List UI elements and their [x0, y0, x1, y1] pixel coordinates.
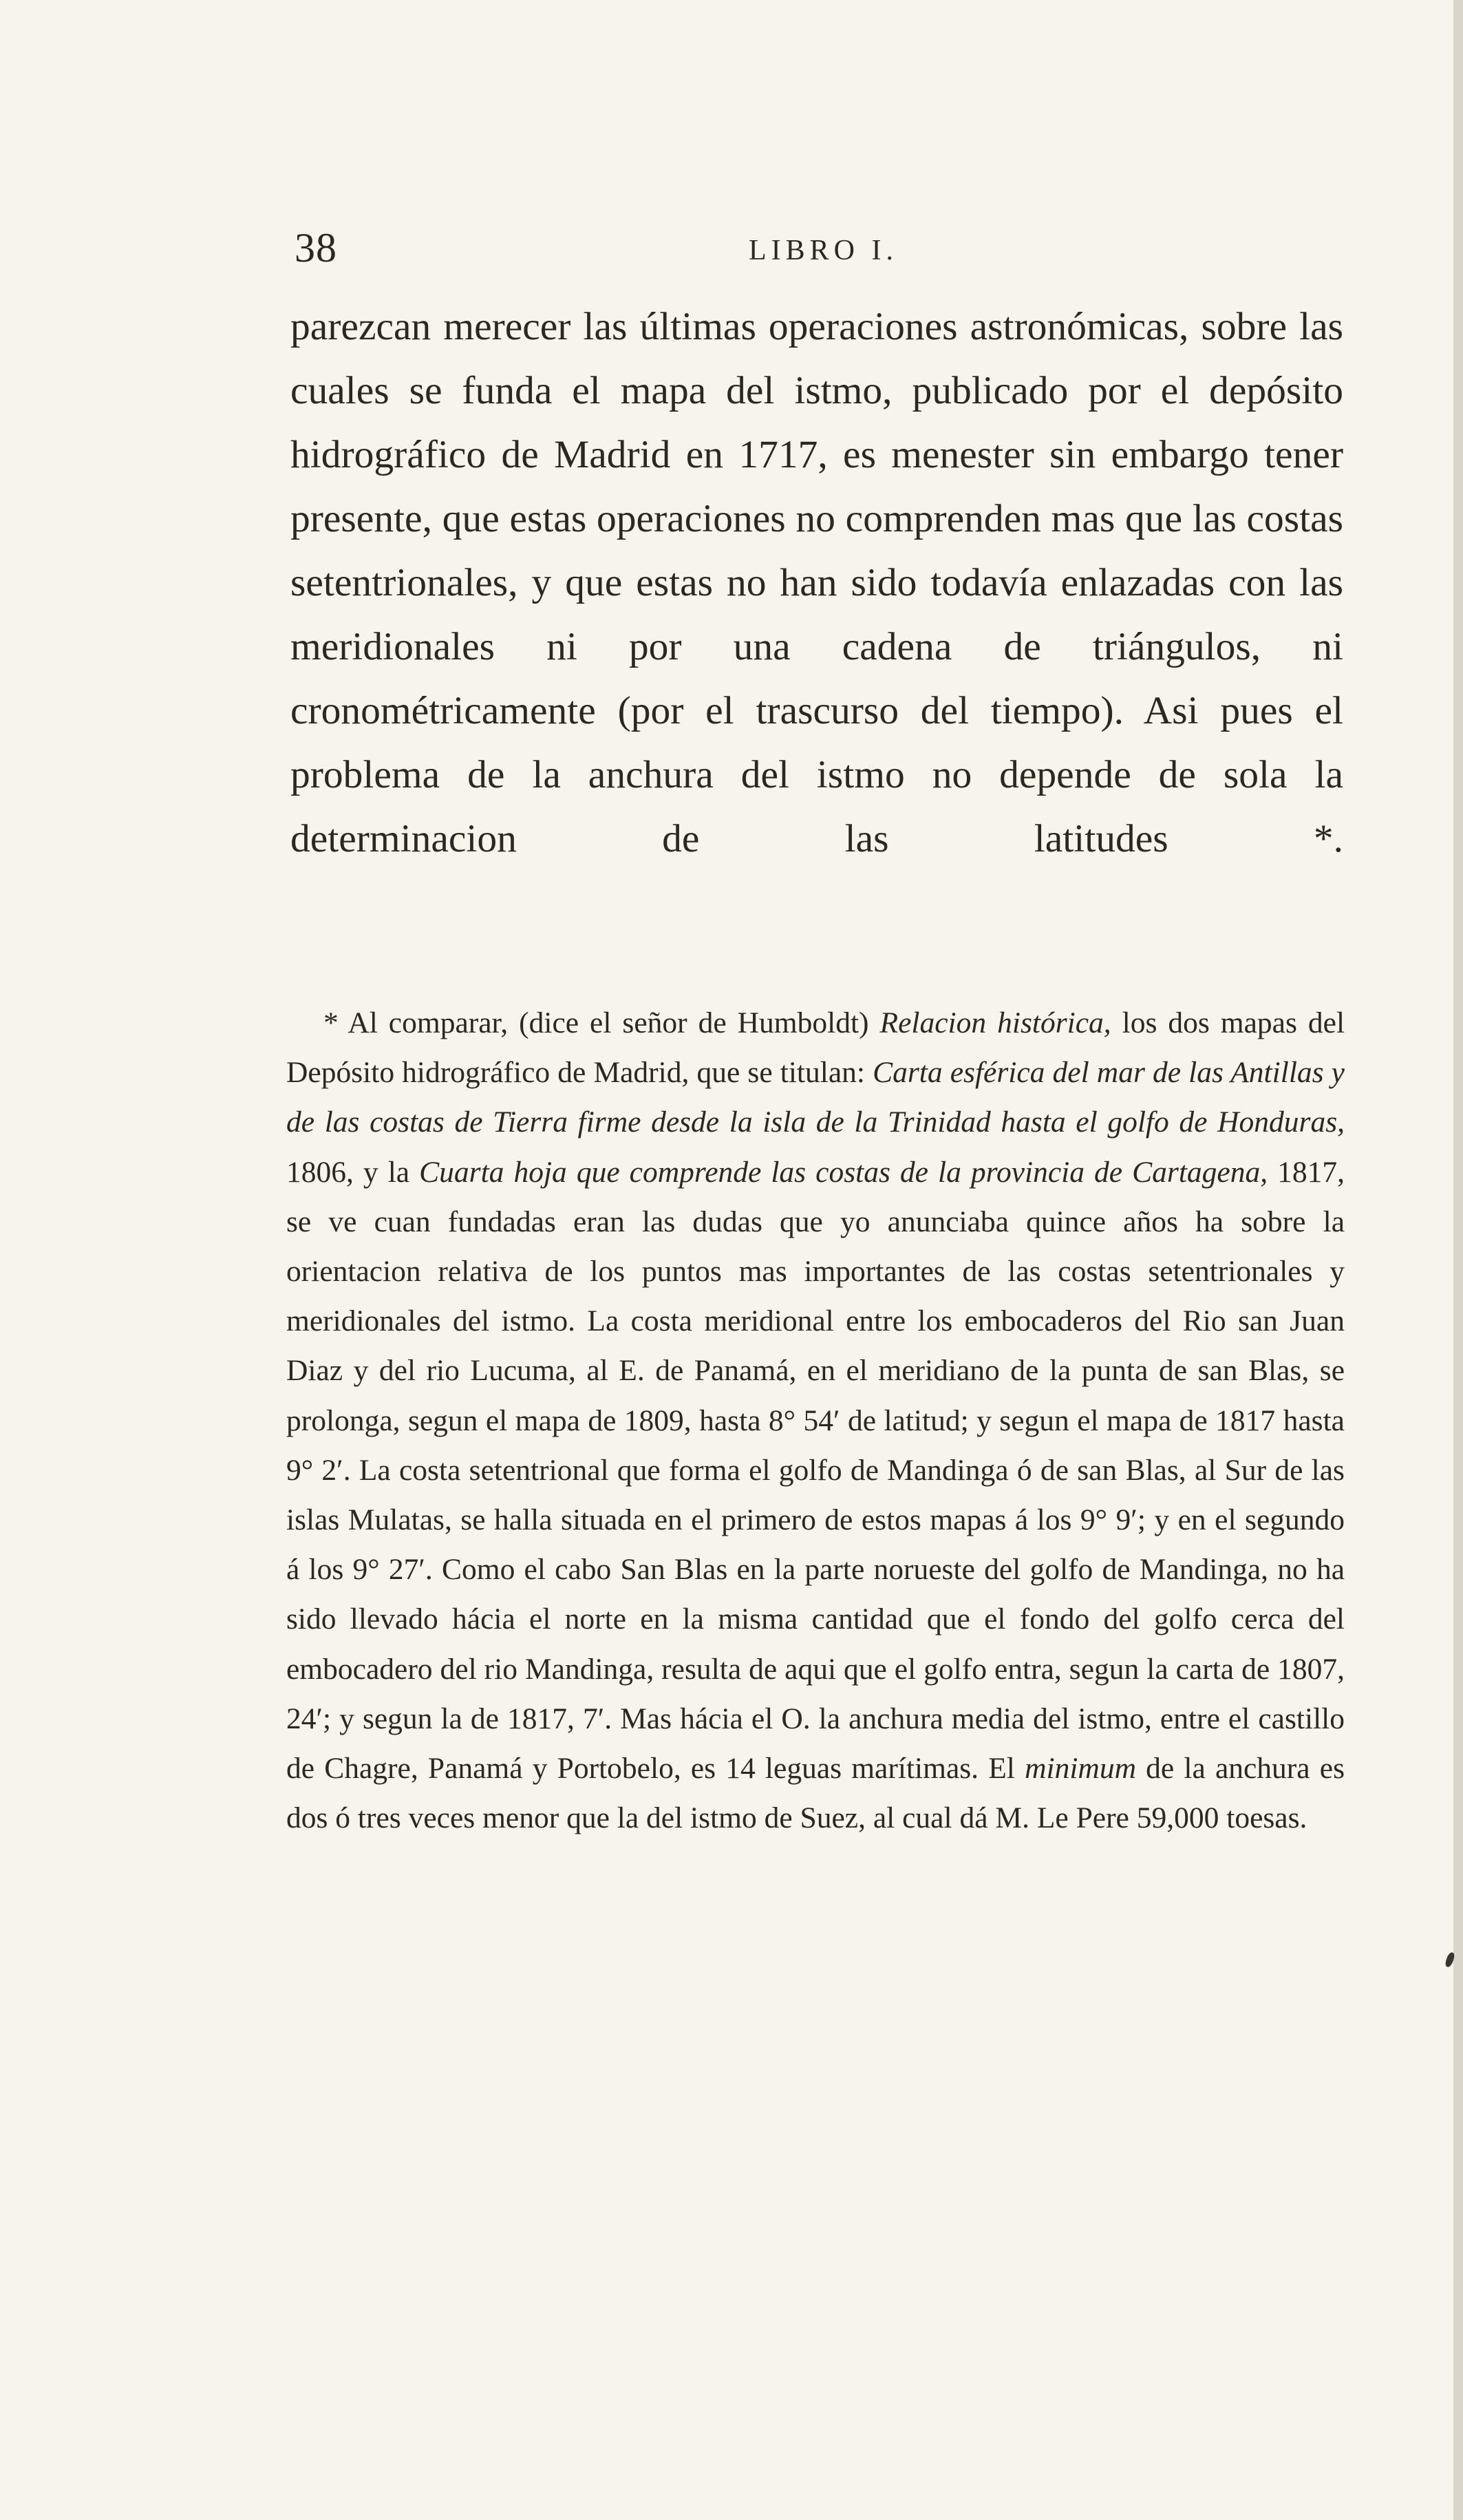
footnote [286, 998, 1345, 1843]
footnote-text-3: 1806, y la [286, 1155, 410, 1189]
main-paragraph: parezcan merecer las últimas operaciones astronómicas, sobre las cuales se funda el mapa del istmo, publicado por el depósito hidrográfico de Madrid en 1717, es menester sin embargo tener presente, que estas operaciones no comprenden mas que las costas setentrionales, y que estas no han sido todavía enlazadas con las meridionales ni por una cadena de triángulos, ni cronométricamente (por el trascurso del tiempo). Asi pues el problema de la anchura del istmo no depende de sola la determinacion de las latitudes *. [290, 305, 1343, 860]
footnote-text-2: los dos mapas del Depósito hidrográfico de Madrid, que se titulan: [286, 1006, 1345, 1090]
running-head: LIBRO I. [749, 235, 898, 266]
footnote-italic-title-1: Relacion histórica, [879, 1006, 1111, 1039]
footnote-italic-term: minimum [1025, 1752, 1136, 1786]
page-number: 38 [295, 225, 337, 271]
footnote-marker: * [323, 1006, 339, 1039]
page-header [295, 220, 1341, 275]
footnote-italic-title-3: Cuarta hoja que comprende las costas de la provincia de Cartagena, [419, 1155, 1268, 1189]
footnote-text-1: Al comparar, (dice el señor de Humboldt) [348, 1006, 869, 1039]
footnote-italic-title-2: Carta esférica del mar de las Antillas y de las costas de Tierra firme desde la isla de la Trinidad hasta el golfo de Honduras, [286, 1056, 1345, 1139]
footnote-text-4: 1817, se ve cuan fundadas eran las dudas que yo anunciaba quince años ha sobre la orientacion relativa de los puntos mas importantes de las costas setentrionales y meridionales del istmo. La costa meridional entre los embocaderos del Rio san Juan Diaz y del rio Lucuma, al E. de Panamá, en el meridiano de la punta de san Blas, se prolonga, segun el mapa de 1809, hasta 8° 54′ de latitud; y segun el mapa de 1817 hasta 9° 2′. La costa setentrional que forma el golfo de Mandinga ó de san Blas, al Sur de las islas Mulatas, se halla situada en el primero de estos mapas á los 9° 9′; y en el segundo á los 9° 27′. Como el cabo San Blas en la parte norueste del golfo de Mandinga, no ha sido llevado hácia el norte en la misma cantidad que el fondo del golfo cerca del embocadero del rio Mandinga, resulta de aqui que el golfo entra, segun la carta de 1807, 24′; y segun la de 1817, 7′. Mas hácia el O. la anchura media del istmo, entre el castillo de Chagre, Panamá y Portobelo, es 14 leguas marítimas. El [286, 1155, 1345, 1786]
footnote-text-5: de la anchura es dos ó tres veces menor que la del istmo de Suez, al cual dá M. Le Pere 59,000 toesas. [286, 1752, 1345, 1835]
page-edge-shadow [1453, 0, 1463, 2520]
